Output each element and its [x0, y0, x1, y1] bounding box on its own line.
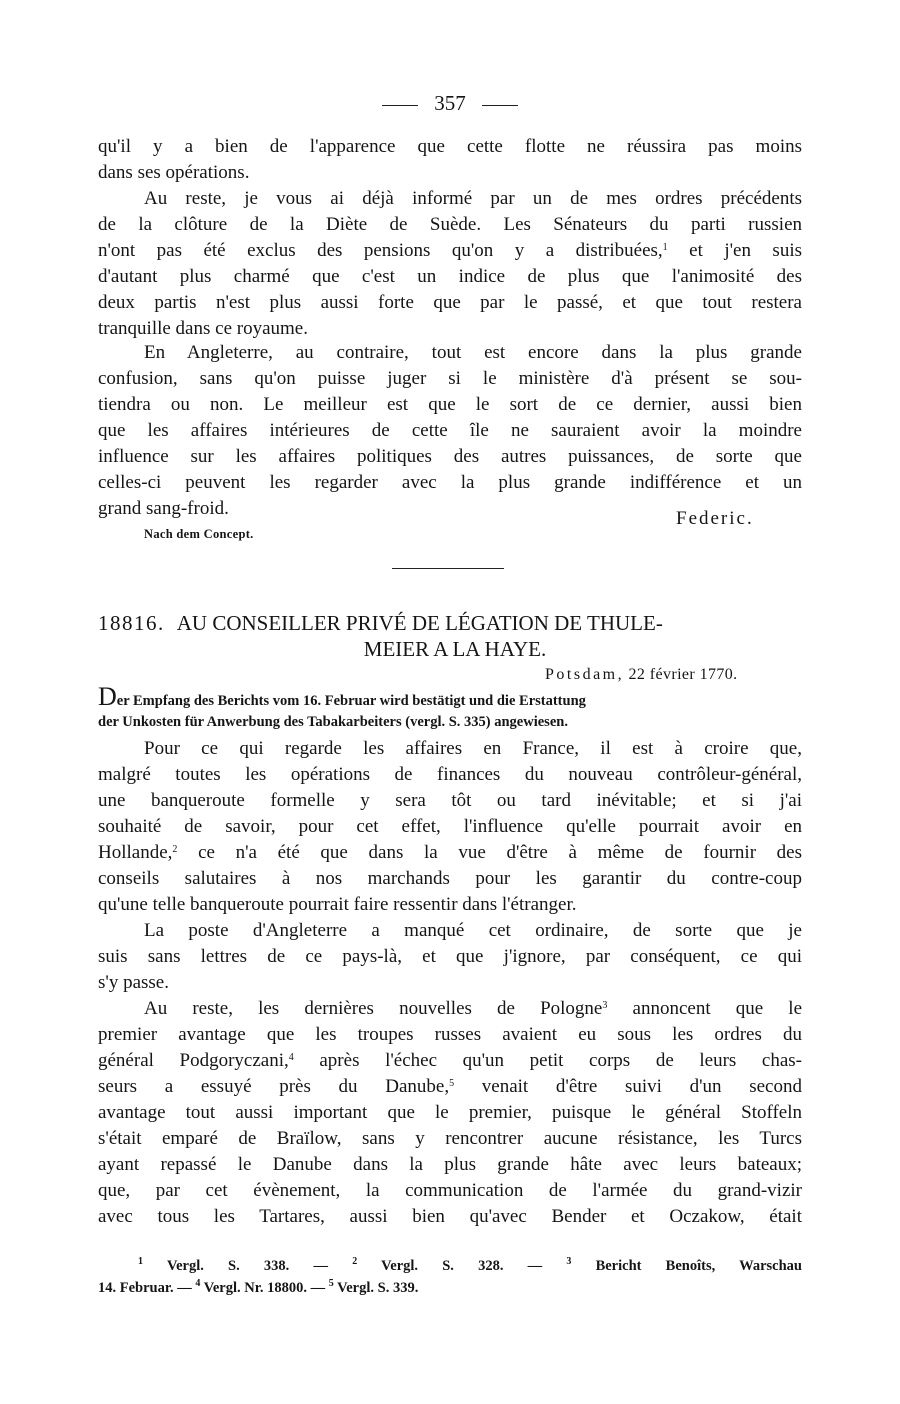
- text-line: confusion, sans qu'on puisse juger si le ministère d'à présent se sou-: [98, 368, 802, 389]
- footnote-line: 14. Februar. — $^4$ Vergl. Nr. 18800. — $^5$ Vergl. S. 339.: [98, 1278, 419, 1296]
- text-line-with-footnote: général Podgoryczani,$^4$ après l'échec qu'un petit corps de leurs chas-: [98, 1050, 802, 1071]
- summary-line: Der Empfang des Berichts vom 16. Februar wird bestätigt und die Erstattung: [98, 682, 586, 711]
- text-line: avec tous les Tartares, aussi bien qu'avec Bender et Oczakow, était: [98, 1206, 802, 1227]
- document-title-line-1: AU CONSEILLER PRIVÉ DE LÉGATION DE THULE-: [176, 611, 663, 635]
- text-line: dans ses opérations.: [98, 162, 250, 183]
- footnote-mark: 1: [662, 242, 668, 253]
- footnote-mark: 4: [288, 1052, 294, 1063]
- text-line: conseils salutaires à nos marchands pour les garantir du contre-coup: [98, 868, 802, 889]
- text-line: s'était emparé de Braïlow, sans y rencontrer aucune résistance, les Turcs: [98, 1128, 802, 1149]
- text-line: suis sans lettres de ce pays-là, et que j'ignore, par conséquent, ce qui: [98, 946, 802, 967]
- text-line-with-footnote: Au reste, les dernières nouvelles de Pologne$^3$ annoncent que le: [144, 998, 802, 1019]
- text-line: En Angleterre, au contraire, tout est encore dans la plus grande: [144, 342, 802, 363]
- drop-cap: D: [98, 682, 117, 711]
- text-line: que, par cet évènement, la communication de l'armée du grand-vizir: [98, 1180, 802, 1201]
- text-line: d'autant plus charmé que c'est un indice de plus que l'animosité des: [98, 266, 802, 287]
- page-number: 357: [434, 91, 466, 115]
- text-line: Pour ce qui regarde les affaires en France, il est à croire que,: [144, 738, 802, 759]
- section-divider: [392, 568, 504, 569]
- paragraph-poste: [98, 918, 802, 996]
- date-place: Potsdam,: [545, 666, 625, 683]
- text-line: avantage tout aussi important que le premier, puisque le général Stoffeln: [98, 1102, 802, 1123]
- text-line: premier avantage que les troupes russes avaient eu sous les ordres du: [98, 1024, 802, 1045]
- text-line: qu'une telle banqueroute pourrait faire ressentir dans l'étranger.: [98, 894, 577, 915]
- text-line: La poste d'Angleterre a manqué cet ordinaire, de sorte que je: [144, 920, 802, 941]
- text-line: influence sur les affaires politiques des autres puissances, de sorte que: [98, 446, 802, 467]
- document-summary: [98, 682, 802, 733]
- text-line: tiendra ou non. Le meilleur est que le sort de ce dernier, aussi bien: [98, 394, 802, 415]
- paragraph-suede: [98, 186, 802, 342]
- paragraph-pologne: [98, 996, 802, 1230]
- signature: Federic.: [676, 508, 754, 529]
- text-line: grand sang-froid.: [98, 498, 229, 519]
- header-dash-right: [482, 105, 518, 106]
- footnotes: [98, 1255, 802, 1299]
- text-line: qu'il y a bien de l'apparence que cette flotte ne réussira pas moins: [98, 136, 802, 157]
- document-number: 18816.: [98, 611, 165, 635]
- page-header: [0, 88, 900, 118]
- text-line: s'y passe.: [98, 972, 169, 993]
- paragraph-angleterre: [98, 340, 802, 522]
- text-line: de la clôture de la Diète de Suède. Les Sénateurs du parti russien: [98, 214, 802, 235]
- paragraph-france: [98, 736, 802, 918]
- source-note: Nach dem Concept.: [144, 527, 254, 541]
- summary-line: der Unkosten für Anwerbung des Tabakarbeiters (vergl. S. 335) angewiesen.: [98, 714, 568, 730]
- text-line-with-footnote: n'ont pas été exclus des pensions qu'on y a distribuées,$^1$ et j'en suis: [98, 240, 802, 261]
- text-line: tranquille dans ce royaume.: [98, 318, 308, 339]
- text-line: souhaité de savoir, pour cet effet, l'influence qu'elle pourrait avoir en: [98, 816, 802, 837]
- text-line-with-footnote: seurs a essuyé près du Danube,$^5$ venait d'être suivi d'un second: [98, 1076, 802, 1097]
- date-value: 22 février 1770.: [628, 666, 738, 683]
- footnote-mark: 3: [602, 1000, 608, 1011]
- document-title-line-2: MEIER A LA HAYE.: [363, 637, 547, 661]
- text-line: une banqueroute formelle y sera tôt ou tard inévitable; et si j'ai: [98, 790, 802, 811]
- text-line: ayant repassé le Danube dans la plus grande hâte avec leurs bateaux;: [98, 1154, 802, 1175]
- dateline: [545, 666, 738, 684]
- header-dash-left: [382, 105, 418, 106]
- text-line: celles-ci peuvent les regarder avec la plus grande indifférence et un: [98, 472, 802, 493]
- text-line: deux partis n'est plus aussi forte que par le passé, et que tout restera: [98, 292, 802, 313]
- footnote-mark: 2: [172, 844, 178, 855]
- text-line: Au reste, je vous ai déjà informé par un de mes ordres précédents: [144, 188, 802, 209]
- text-line: malgré toutes les opérations de finances du nouveau contrôleur-général,: [98, 764, 802, 785]
- paragraph-flotte: [98, 134, 802, 186]
- footnote-mark: 5: [449, 1078, 455, 1089]
- text-line-with-footnote: Hollande,$^2$ ce n'a été que dans la vue d'être à même de fournir des: [98, 842, 803, 863]
- text-line: que les affaires intérieures de cette île ne sauraient avoir la moindre: [98, 420, 802, 441]
- document-heading: [98, 610, 802, 662]
- footnote-line: $^1$ Vergl. S. 338. — $^2$ Vergl. S. 328. — $^3$ Bericht Benoîts, Warschau: [138, 1256, 802, 1274]
